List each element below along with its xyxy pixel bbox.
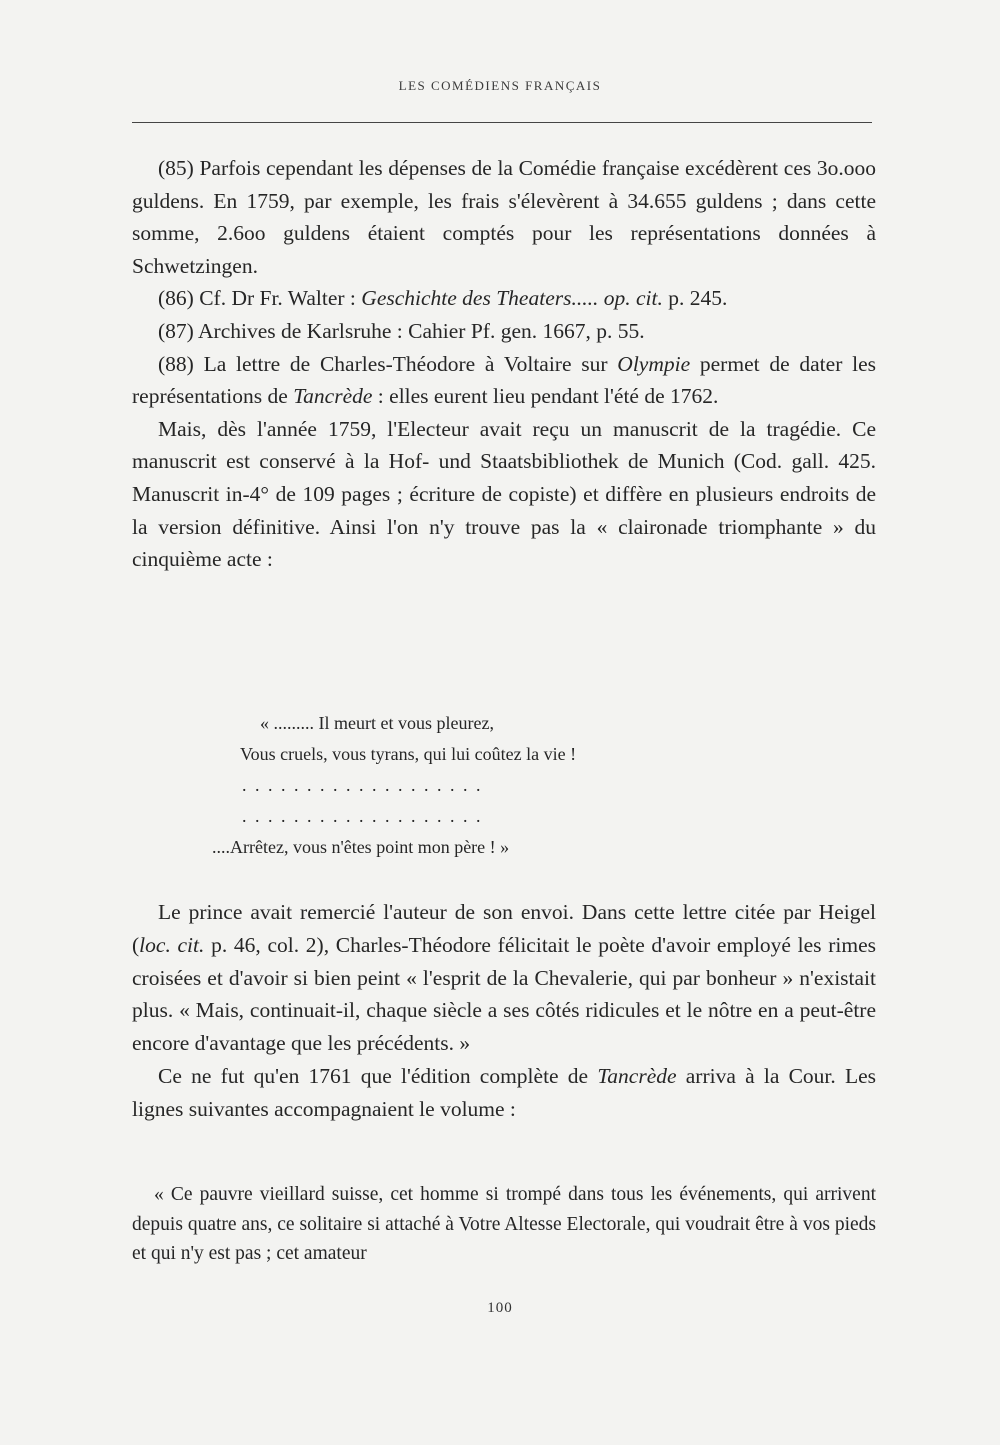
- notes-section: [132, 152, 876, 576]
- letter-quotation-text: « Ce pauvre vieillard suisse, cet homme si trompé dans tous les événements, qui arrivent depuis quatre ans, ce solitaire si attaché à Votre Altesse Electorale, qui voudrait être à vos pieds et qui n'y est pas ; cet amateur: [132, 1184, 876, 1264]
- verse-ellipsis-2: . . . . . . . . . . . . . . . . . . .: [242, 806, 483, 826]
- paragraph-prince-b: p. 46, col. 2), Charles-Théodore félicitait le poète d'avoir employé les rimes croisées et d'avoir si bien peint « l'esprit de la Chevalerie, qui par bonheur » n'existait plus. « Mais, continuait-il, chaque siècle a ses côtés ridicules et le nôtre en a peut-être encore d'avantage que les précédents. »: [132, 932, 876, 1056]
- note-88-text-c: : elles eurent lieu pendant l'été de 1762.: [372, 384, 719, 409]
- note-86-text: (86) Cf. Dr Fr. Walter :: [158, 286, 362, 311]
- note-86-title: Geschichte des Theaters..... op. cit.: [361, 286, 663, 311]
- paragraph-edition-b: arriva à la Cour. Les lignes suivantes accompagnaient le volume :: [132, 1063, 877, 1121]
- paragraph-mais: Mais, dès l'année 1759, l'Electeur avait reçu un manuscrit de la tragédie. Ce manuscrit est conservé à la Hof- und Staatsbibliothek de Munich (Cod. gall. 425. Manuscrit in-4° de 109 pages ; écriture de copiste) et diffère en plusieurs endroits de la version définitive. Ainsi l'on n'y trouve pas la « claironade triomphante » du cinquième acte :: [132, 416, 876, 572]
- paragraph-prince-a: Le prince avait remercié l'auteur de son envoi. Dans cette lettre citée par Heigel (: [132, 900, 876, 957]
- paragraph-edition-a: Ce ne fut qu'en 1761 que l'édition complète de: [158, 1063, 598, 1088]
- note-88-text-a: (88) La lettre de Charles-Théodore à Voltaire sur: [158, 351, 618, 376]
- page-number: 100: [487, 1300, 513, 1316]
- note-87: (87) Archives de Karlsruhe : Cahier Pf. gen. 1667, p. 55.: [158, 318, 645, 343]
- letter-quotation: [132, 1180, 876, 1269]
- note-86-page: p. 245.: [662, 286, 728, 311]
- main-text: [132, 896, 876, 1126]
- verse-ellipsis-1: . . . . . . . . . . . . . . . . . . .: [242, 775, 483, 795]
- note-85: (85) Parfois cependant les dépenses de la Comédie française excédèrent ces 3o.ooo guldens. En 1759, par exemple, les frais s'élevèrent à 34.655 guldens ; dans cette somme, 2.6oo guldens étaient comptés pour les représentations données à Schwetzingen.: [132, 156, 876, 278]
- paragraph-edition-tancrede: Tancrède: [597, 1063, 677, 1088]
- paragraph-prince: [132, 896, 876, 1060]
- verse-quotation: [200, 708, 840, 863]
- header-rule: [132, 122, 872, 123]
- note-88-olympie: Olympie: [617, 351, 691, 376]
- paragraph-prince-loc: loc. cit.: [139, 932, 205, 957]
- verse-line-2: Vous cruels, vous tyrans, qui lui coûtez la vie !: [240, 744, 577, 764]
- note-86: [132, 282, 876, 315]
- note-88: [132, 348, 876, 413]
- verse-line-5: ....Arrêtez, vous n'êtes point mon père ! »: [212, 837, 510, 857]
- note-88-tancrede: Tancrède: [293, 384, 373, 409]
- verse-line-1: « ......... Il meurt et vous pleurez,: [260, 713, 494, 733]
- running-head: LES COMÉDIENS FRANÇAIS: [398, 78, 602, 93]
- note-88-text-b: permet de dater les représentations de: [132, 351, 876, 409]
- paragraph-edition: [132, 1060, 876, 1126]
